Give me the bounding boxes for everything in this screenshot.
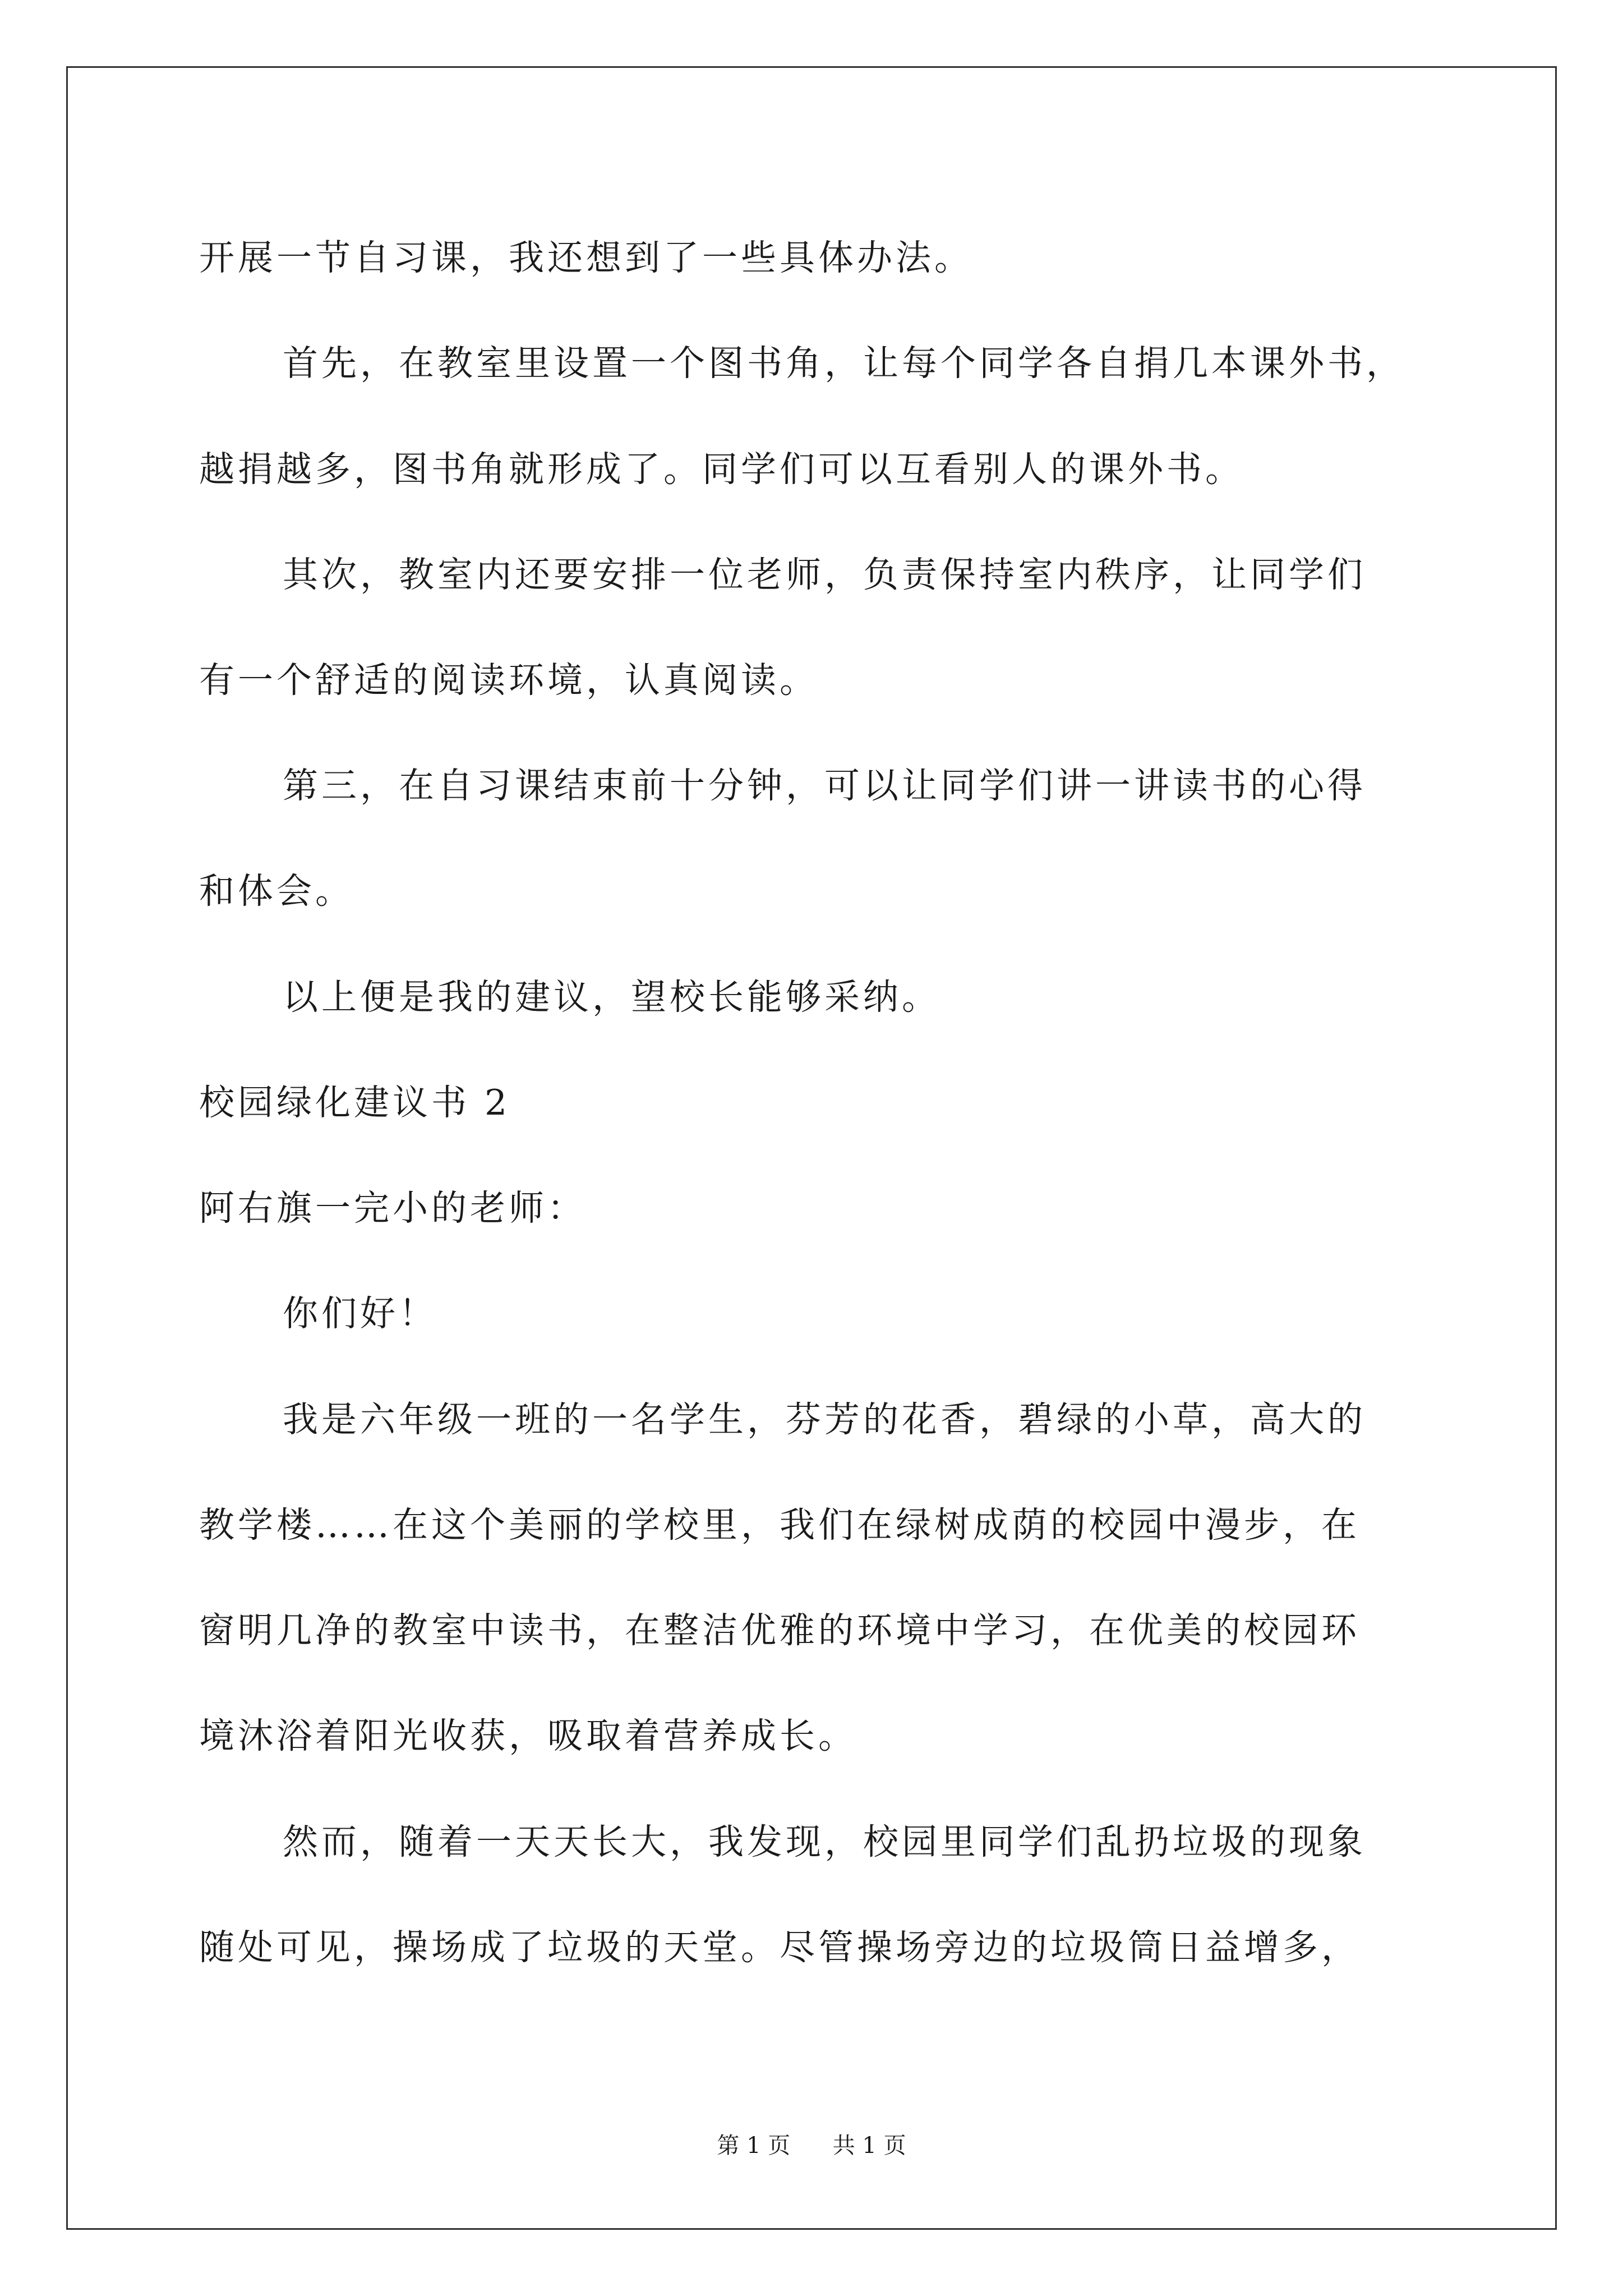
page-footer bbox=[0, 2132, 1623, 2160]
text-line: 有一个舒适的阅读环境，认真阅读。 bbox=[199, 660, 818, 701]
text-line: 境沐浴着阳光收获，吸取着营养成长。 bbox=[199, 1715, 857, 1756]
text-line: 随处可见，操场成了垃圾的天堂。尽管操场旁边的垃圾筒日益增多， bbox=[199, 1927, 1360, 1968]
text-line: 越捐越多，图书角就形成了。同学们可以互看别人的课外书。 bbox=[199, 449, 1244, 490]
text-line: 首先，在教室里设置一个图书角，让每个同学各自捐几本课外书， bbox=[283, 343, 1405, 384]
page-number: 第 1 页 bbox=[717, 2133, 791, 2159]
text-line: 以上便是我的建议，望校长能够采纳。 bbox=[283, 977, 940, 1018]
salutation: 阿右旗一完小的老师： bbox=[199, 1188, 586, 1228]
text-line: 我是六年级一班的一名学生，芬芳的花香，碧绿的小草，高大的 bbox=[283, 1399, 1366, 1440]
section-heading: 校园绿化建议书 2 bbox=[199, 1082, 511, 1123]
page-border bbox=[66, 66, 1557, 2230]
text-line: 开展一节自习课，我还想到了一些具体办法。 bbox=[199, 237, 973, 278]
text-line: 然而，随着一天天长大，我发现，校园里同学们乱扔垃圾的现象 bbox=[283, 1821, 1366, 1862]
page-total: 共 1 页 bbox=[832, 2133, 906, 2159]
text-line: 窗明几净的教室中读书，在整洁优雅的环境中学习，在优美的校园环 bbox=[199, 1610, 1360, 1651]
text-line: 和体会。 bbox=[199, 871, 354, 912]
greeting: 你们好！ bbox=[283, 1293, 437, 1334]
text-line: 第三，在自习课结束前十分钟，可以让同学们讲一讲读书的心得 bbox=[283, 765, 1366, 806]
text-line: 教学楼……在这个美丽的学校里，我们在绿树成荫的校园中漫步，在 bbox=[199, 1504, 1360, 1545]
text-line: 其次，教室内还要安排一位老师，负责保持室内秩序，让同学们 bbox=[283, 554, 1366, 595]
